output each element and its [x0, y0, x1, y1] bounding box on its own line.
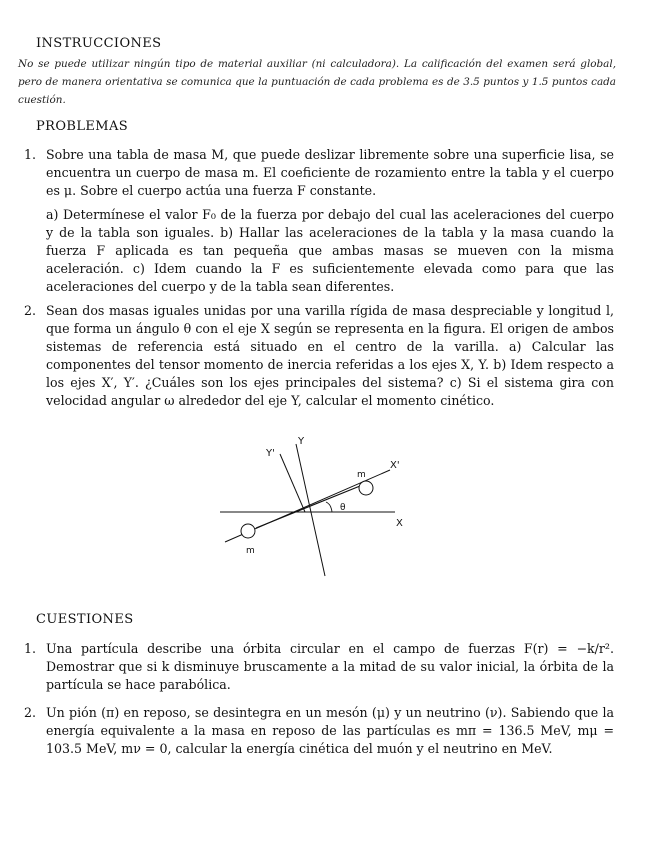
label-theta: θ: [340, 503, 346, 513]
question-2: [24, 704, 614, 758]
problem-1-questions: a) Determínese el valor F₀ de la fuerza por debajo del cual las aceleraciones del cuerpo y de la tabla son iguales. b) Hallar las aceleraciones de la tabla y la masa cuando la fuerza F aplicada es tan pequeña que ambas masas se mueven con la misma aceleración. c) Idem cuando la F es suficientemente elevada como para que las aceleraciones del cuerpo y de la tabla sean diferentes.: [46, 207, 614, 294]
mass-bottom: [241, 524, 255, 538]
question-1-text: Una partícula describe una órbita circular en el campo de fuerzas F(r) = −k/r². Demostrar que si k disminuye bruscamente a la mitad de su valor inicial, la órbita de la partícula se hace parabólica.: [46, 641, 614, 692]
problem-1-statement: Sobre una tabla de masa M, que puede deslizar libremente sobre una superficie lisa, se encuentra un cuerpo de masa m. El coeficiente de rozamiento entre la tabla y el cuerpo es μ. Sobre el cuerpo actúa una fuerza F constante.: [46, 147, 614, 198]
problems-heading: PROBLEMAS: [36, 119, 129, 134]
question-2-number: 2.: [24, 705, 37, 720]
problem-2-number: 2.: [24, 303, 37, 318]
question-2-text: Un pión (π) en reposo, se desintegra en un mesón (μ) y un neutrino (ν). Sabiendo que la energía equivalente a la masa en reposo de las partículas es mπ = 136.5 MeV, mμ = 103.5 MeV, mν = 0, calcular la energía cinética del muón y el neutrino en MeV.: [46, 705, 614, 756]
problem-1: [24, 146, 614, 296]
problem-1-number: 1.: [24, 147, 37, 162]
label-x-prime: X': [390, 460, 400, 471]
problem-2-statement: Sean dos masas iguales unidas por una varilla rígida de masa despreciable y longitud l, que forma un ángulo θ con el eje X según se representa en la figura. El origen de ambos sistemas de referencia está situado en el centro de la varilla. a) Calcular las componentes del tensor momento de inercia referidas a los ejes X, Y. b) Idem respecto a los ejes X′, Y′. ¿Cuáles son los ejes principales del sistema? c) Si el sistema gira con velocidad angular ω alrededor del eje Y, calcular el momento cinético.: [46, 303, 614, 408]
problem-2: [24, 302, 614, 410]
question-1-number: 1.: [24, 641, 37, 656]
theta-arc: [326, 502, 332, 512]
instructions-text: No se puede utilizar ningún tipo de material auxiliar (ni calculadora). La calificación del examen será global, pero de manera orientativa se comunica que la puntuación de cada problema es de 3.5 puntos y 1.5 puntos cada cuestión.: [18, 58, 616, 106]
question-1: [24, 640, 614, 694]
y-prime-axis: [280, 454, 305, 512]
label-y: Y: [298, 436, 305, 447]
rod-axes-figure: [200, 430, 430, 580]
label-x: X: [396, 518, 403, 529]
questions-heading: CUESTIONES: [36, 612, 134, 627]
label-m-top: m: [357, 470, 366, 480]
label-m-bottom: m: [246, 546, 255, 556]
instructions-heading: INSTRUCCIONES: [36, 36, 162, 51]
label-y-prime: Y': [266, 448, 275, 459]
mass-top: [359, 481, 373, 495]
